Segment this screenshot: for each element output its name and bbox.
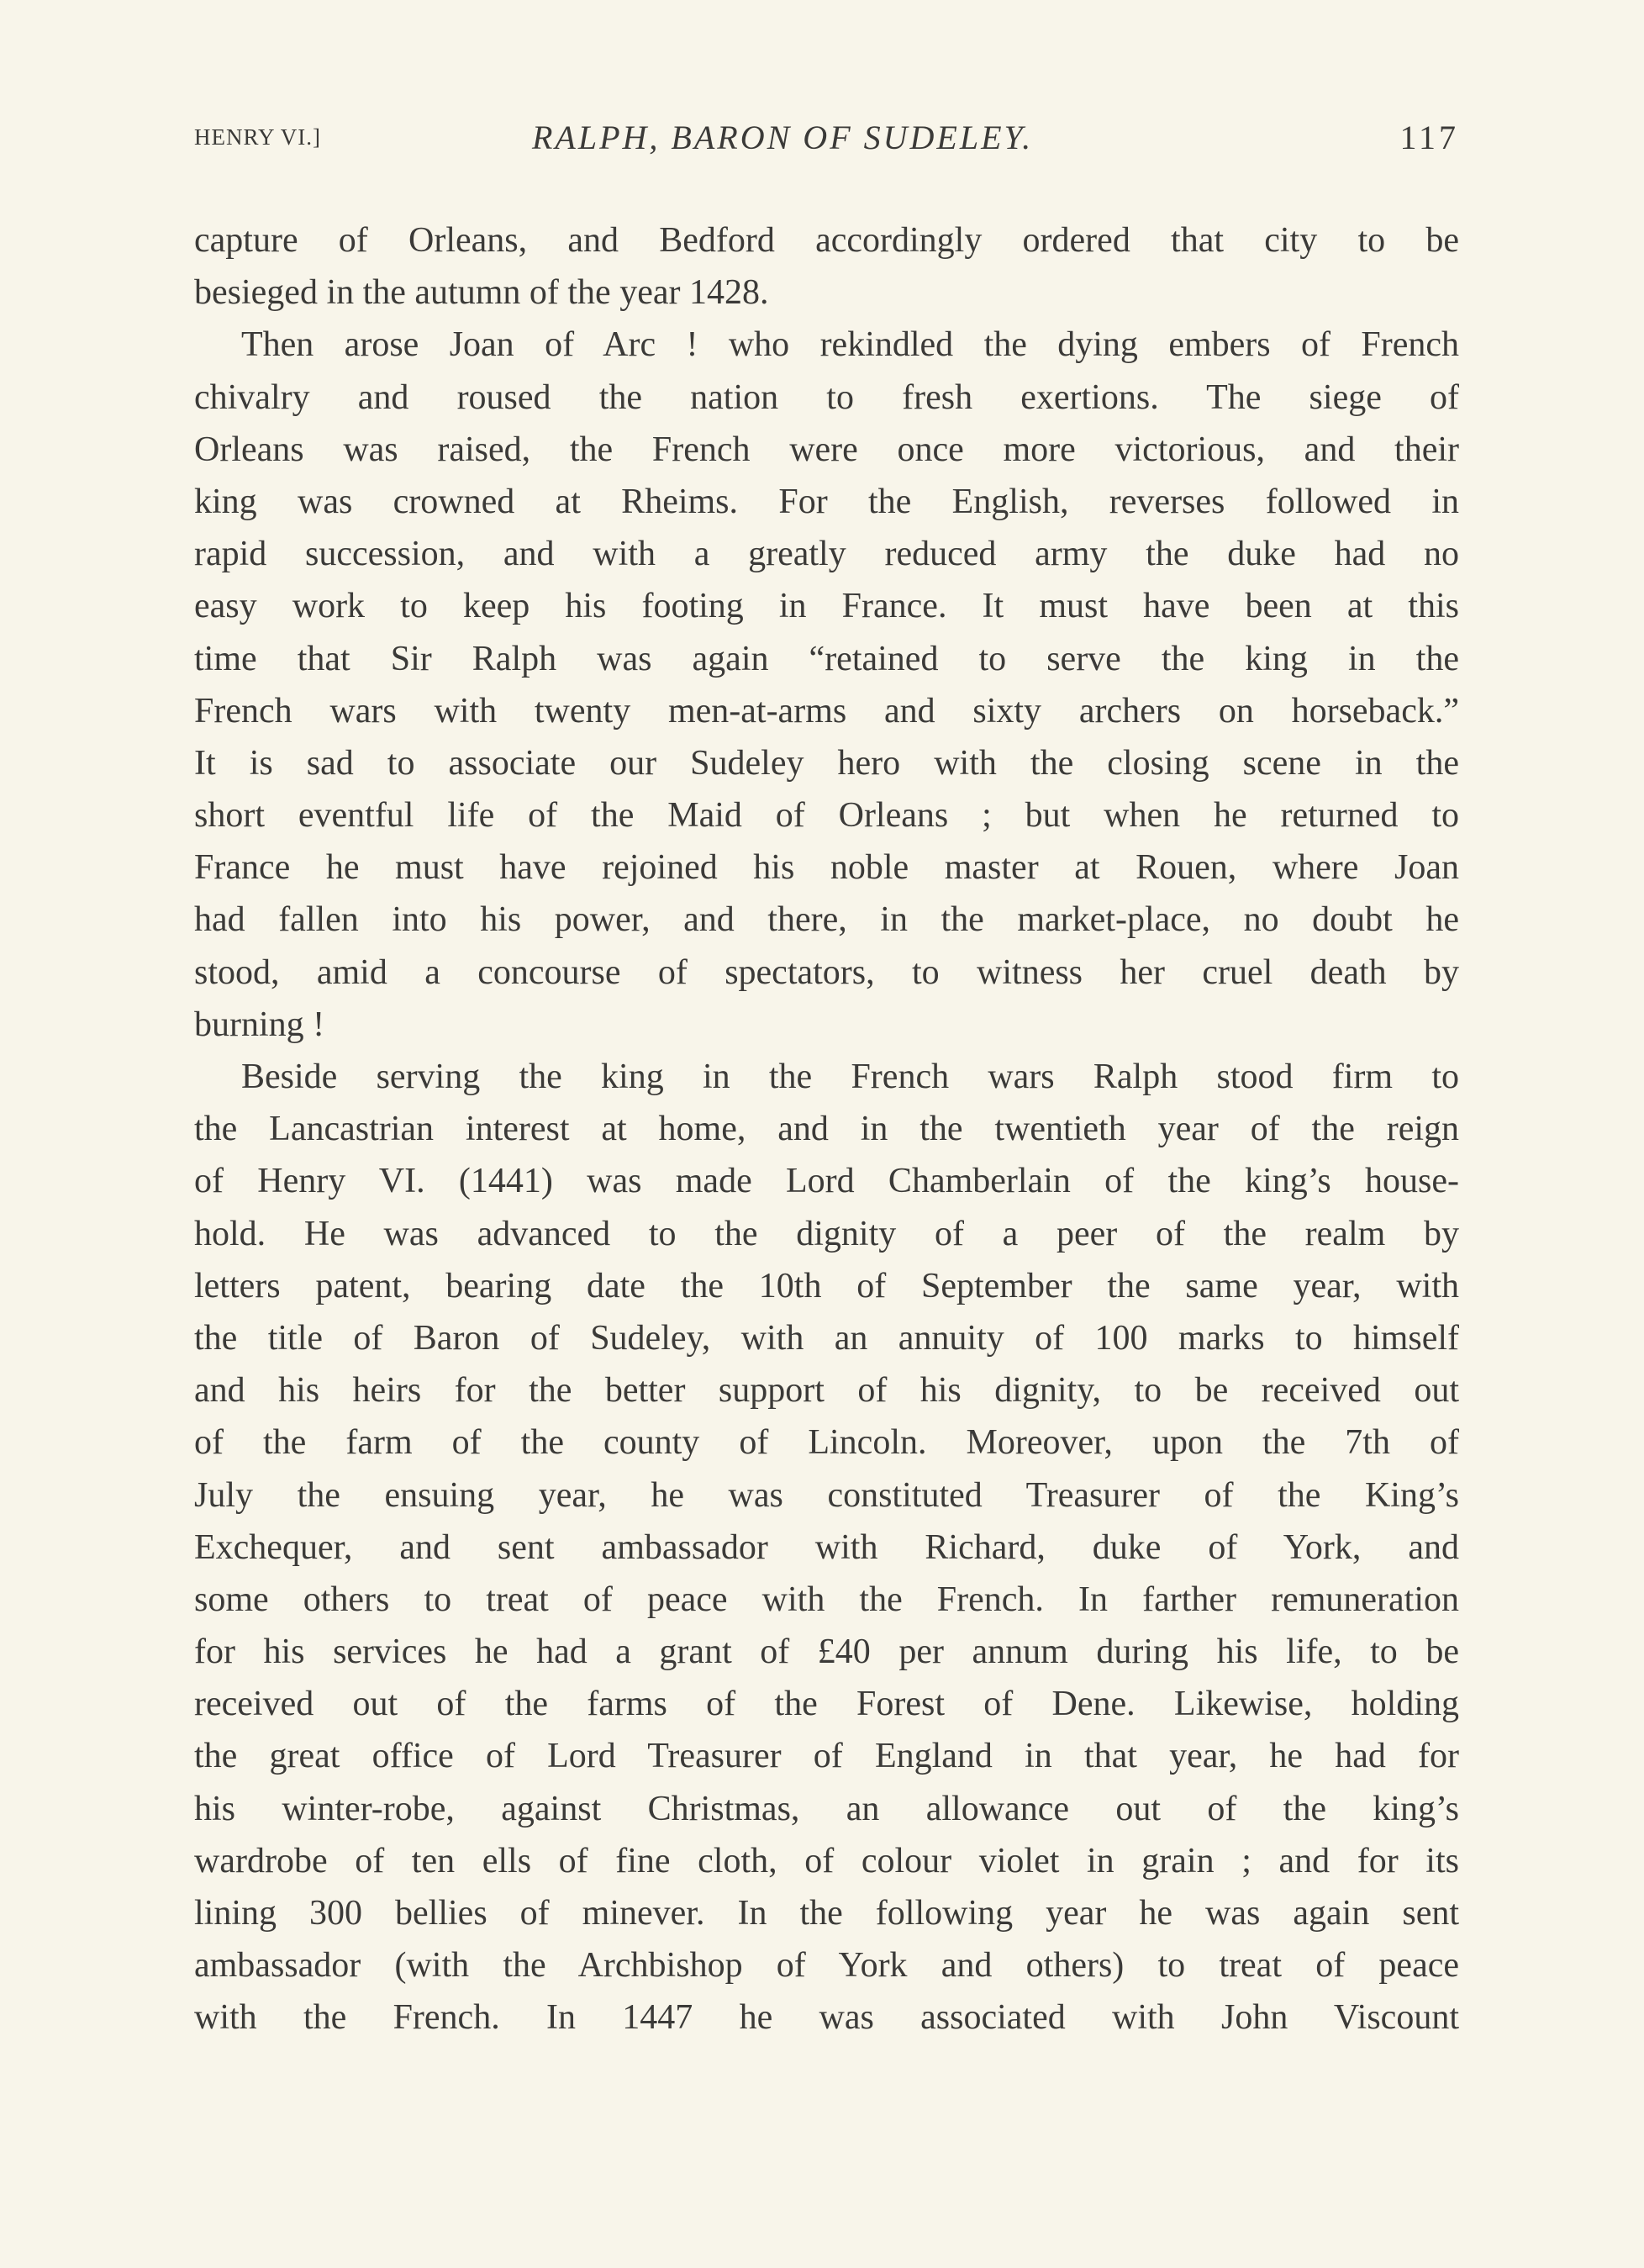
- text-line: of the farm of the county of Lincoln. Moreover, upon the 7th of: [194, 1423, 1459, 1463]
- text-line: Beside serving the king in the French wars Ralph stood firm to: [241, 1058, 1459, 1096]
- text-line: French wars with twenty men-at-arms and sixty archers on horseback.”: [194, 691, 1459, 731]
- text-line: king was crowned at Rheims. For the English, reverses followed in: [194, 482, 1459, 521]
- text-line: burning !: [194, 1005, 325, 1044]
- text-line: rapid succession, and with a greatly reduced army the duke had no: [194, 535, 1459, 574]
- text-line: It is sad to associate our Sudeley hero with the closing scene in the: [194, 743, 1459, 783]
- text-line: short eventful life of the Maid of Orleans ; but when he returned to: [194, 796, 1459, 836]
- running-title: RALPH, BARON OF SUDELEY.: [532, 119, 1034, 156]
- text-line: his winter-robe, against Christmas, an allowance out of the king’s: [194, 1789, 1459, 1828]
- text-line: with the French. In 1447 he was associated with John Viscount: [194, 1998, 1459, 2038]
- text-line: hold. He was advanced to the dignity of a peer of the realm by: [194, 1214, 1459, 1253]
- text-line: France he must have rejoined his noble master at Rouen, where Joan: [194, 848, 1459, 888]
- text-line: easy work to keep his footing in France. It must have been at this: [194, 587, 1459, 626]
- text-line: the great office of Lord Treasurer of England in that year, he had for: [194, 1737, 1459, 1776]
- text-line: ambassador (with the Archbishop of York and others) to treat of peace: [194, 1946, 1459, 1986]
- running-header: [194, 118, 1459, 168]
- text-line: time that Sir Ralph was again “retained to serve the king in the: [194, 639, 1459, 678]
- text-line: Then arose Joan of Arc ! who rekindled the dying embers of French: [241, 325, 1459, 365]
- text-line: the Lancastrian interest at home, and in the twentieth year of the reign: [194, 1110, 1459, 1149]
- text-line: Exchequer, and sent ambassador with Richard, duke of York, and: [194, 1527, 1459, 1567]
- text-line: letters patent, bearing date the 10th of September the same year, with: [194, 1266, 1459, 1305]
- text-line: chivalry and roused the nation to fresh exertions. The siege of: [194, 377, 1459, 417]
- text-line: capture of Orleans, and Bedford accordingly ordered that city to be: [194, 221, 1459, 260]
- page-number: 117: [1399, 119, 1459, 156]
- text-line: for his services he had a grant of £40 per annum during his life, to be: [194, 1632, 1459, 1672]
- text-line: July the ensuing year, he was constituted Treasurer of the King’s: [194, 1475, 1459, 1515]
- text-line: some others to treat of peace with the French. In farther remuneration: [194, 1580, 1459, 1619]
- text-line: the title of Baron of Sudeley, with an annuity of 100 marks to himself: [194, 1318, 1459, 1358]
- text-line: Orleans was raised, the French were once more victorious, and their: [194, 430, 1459, 469]
- text-line: received out of the farms of the Forest of Dene. Likewise, holding: [194, 1685, 1459, 1724]
- text-line: wardrobe of ten ells of fine cloth, of colour violet in grain ; and for its: [194, 1841, 1459, 1880]
- text-line: stood, amid a concourse of spectators, to witness her cruel death by: [194, 952, 1459, 992]
- text-line: had fallen into his power, and there, in the market-place, no doubt he: [194, 900, 1459, 940]
- running-head-left: HENRY VI.]: [194, 124, 321, 150]
- body-text: [194, 214, 1459, 2044]
- text-line: lining 300 bellies of minever. In the following year he was again sent: [194, 1894, 1459, 1933]
- text-line: of Henry VI. (1441) was made Lord Chamberlain of the king’s house-: [194, 1162, 1459, 1201]
- text-line: and his heirs for the better support of his dignity, to be received out: [194, 1371, 1459, 1411]
- text-line: besieged in the autumn of the year 1428.: [194, 273, 769, 313]
